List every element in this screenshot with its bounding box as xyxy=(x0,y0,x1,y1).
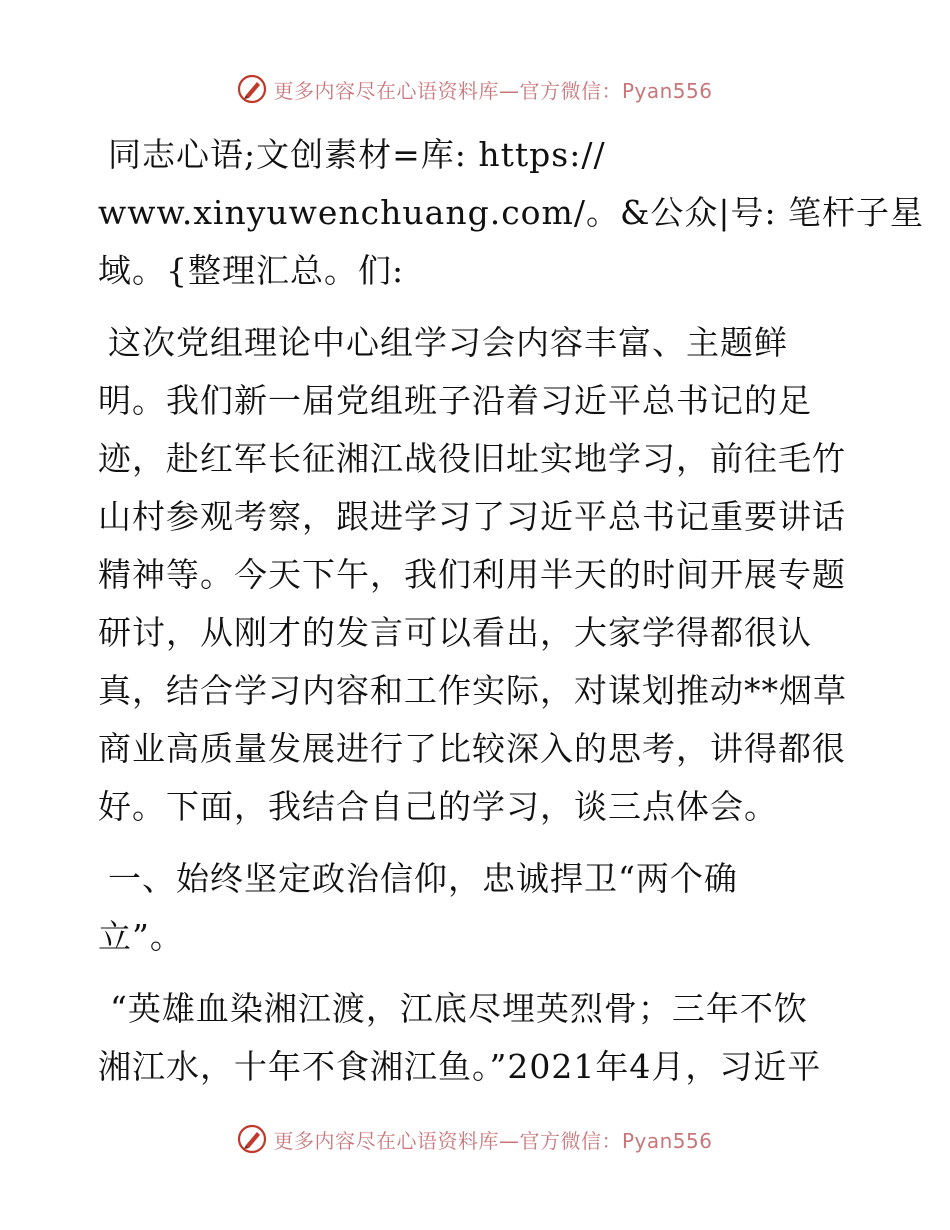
section-heading xyxy=(98,850,858,966)
text-line: 山村参观考察，跟进学习了习近平总书记重要讲话 xyxy=(98,497,846,536)
text-line: 迹，赴红军长征湘江战役旧址实地学习，前往毛竹 xyxy=(98,439,846,478)
paragraph-intro xyxy=(98,126,925,300)
text-line: 一、始终坚定政治信仰，忠诚捍卫“两个确 xyxy=(108,859,738,898)
text-line: 商业高质量发展进行了比较深入的思考，讲得都很 xyxy=(98,729,846,768)
text-line: 精神等。今天下午，我们利用半天的时间开展专题 xyxy=(98,555,846,594)
watermark-header xyxy=(0,74,950,104)
text-line: 明。我们新一届党组班子沿着习近平总书记的足 xyxy=(98,381,812,420)
text-line: www.xinyuwenchuang.com/。&公众|号: 笔杆子星 xyxy=(98,193,925,232)
watermark-text: 更多内容尽在心语资料库—官方微信：Pyan556 xyxy=(273,1128,713,1153)
text-line: 这次党组理论中心组学习会内容丰富、主题鲜 xyxy=(108,323,788,362)
text-line: 好。下面，我结合自己的学习，谈三点体会。 xyxy=(98,787,778,826)
text-line: 研讨，从刚才的发言可以看出，大家学得都很认 xyxy=(98,613,812,652)
pen-logo-icon xyxy=(237,74,267,104)
text-line: 真，结合学习内容和工作实际，对谋划推动**烟草 xyxy=(98,671,847,710)
paragraph-quote xyxy=(98,980,858,1096)
pen-logo-icon xyxy=(237,1124,267,1154)
text-line: 立”。 xyxy=(98,917,184,956)
text-line: 湘江水，十年不食湘江鱼。”2021年4月，习近平 xyxy=(98,1047,822,1086)
watermark-footer xyxy=(0,1124,950,1154)
watermark-text: 更多内容尽在心语资料库—官方微信：Pyan556 xyxy=(273,78,713,103)
text-line: 同志心语;文创素材=库: https:// xyxy=(108,135,606,174)
paragraph-opening xyxy=(98,314,858,836)
text-line: “英雄血染湘江渡，江底尽埋英烈骨；三年不饮 xyxy=(110,989,808,1028)
text-line: 域。{整理汇总。们: xyxy=(98,251,405,290)
document-body xyxy=(98,126,925,1110)
